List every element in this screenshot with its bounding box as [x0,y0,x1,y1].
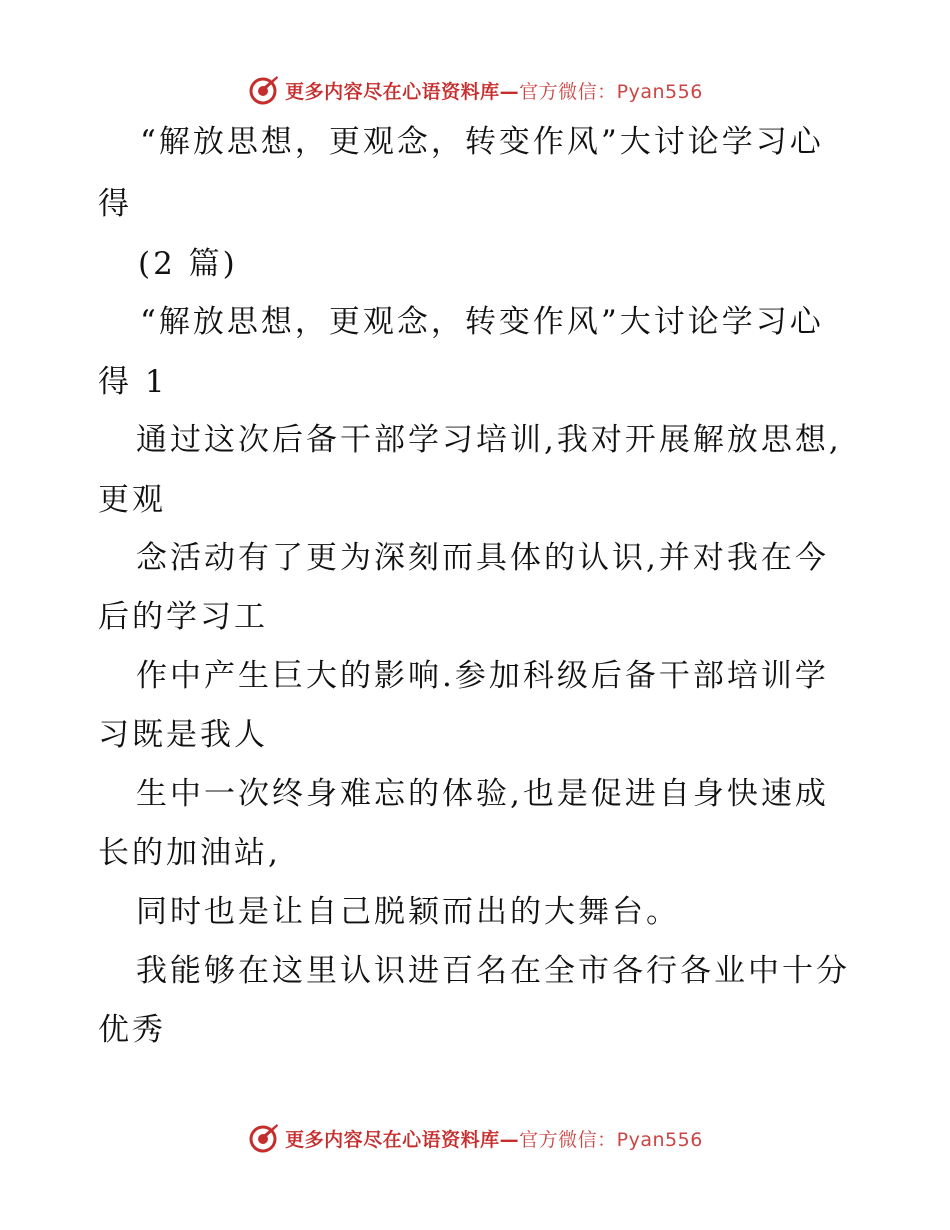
header-banner [0,70,950,110]
pen-circle-logo-icon [247,74,279,106]
footer-banner-text [285,1125,703,1152]
paragraph-line: 同时也是让自己脱颖而出的大舞台。 [136,894,680,930]
footer-separator: — [499,1128,520,1151]
header-brand-text: 更多内容尽在心语资料库 [285,80,500,103]
document-body [0,122,950,1082]
paragraph-line: 生中一次终身难忘的体验,也是促进自身快速成 [136,776,829,812]
paragraph-line: 念活动有了更为深刻而具体的认识,并对我在今 [136,540,829,576]
section-title-line-2: 得 1 [98,364,168,400]
header-separator: — [499,80,520,103]
section-title-line-1: “解放思想，更观念，转变作风”大讨论学习心 [140,304,824,340]
paragraph-line: 优秀 [98,1012,166,1048]
paragraph-line: 我能够在这里认识进百名在全市各行各业中十分 [136,953,850,989]
footer-banner [0,1118,950,1158]
document-title-line-2: 得 [98,186,132,222]
paragraph-line: 长的加油站, [98,835,281,871]
paragraph-line: 通过这次后备干部学习培训,我对开展解放思想, [136,422,842,458]
footer-wechat-label: 官方微信：Pyan556 [519,1128,703,1151]
paragraph-line: 作中产生巨大的影响.参加科级后备干部培训学 [136,658,829,694]
document-subtitle: (2 篇) [138,246,238,282]
paragraph-line: 后的学习工 [98,599,268,635]
paragraph-line: 习既是我人 [98,717,268,753]
paragraph-line: 更观 [98,482,166,518]
header-wechat-label: 官方微信：Pyan556 [519,80,703,103]
pen-circle-logo-icon [247,1122,279,1154]
document-title-line-1: “解放思想，更观念，转变作风”大讨论学习心 [140,124,824,160]
header-banner-text [285,77,703,104]
footer-brand-text: 更多内容尽在心语资料库 [285,1128,500,1151]
